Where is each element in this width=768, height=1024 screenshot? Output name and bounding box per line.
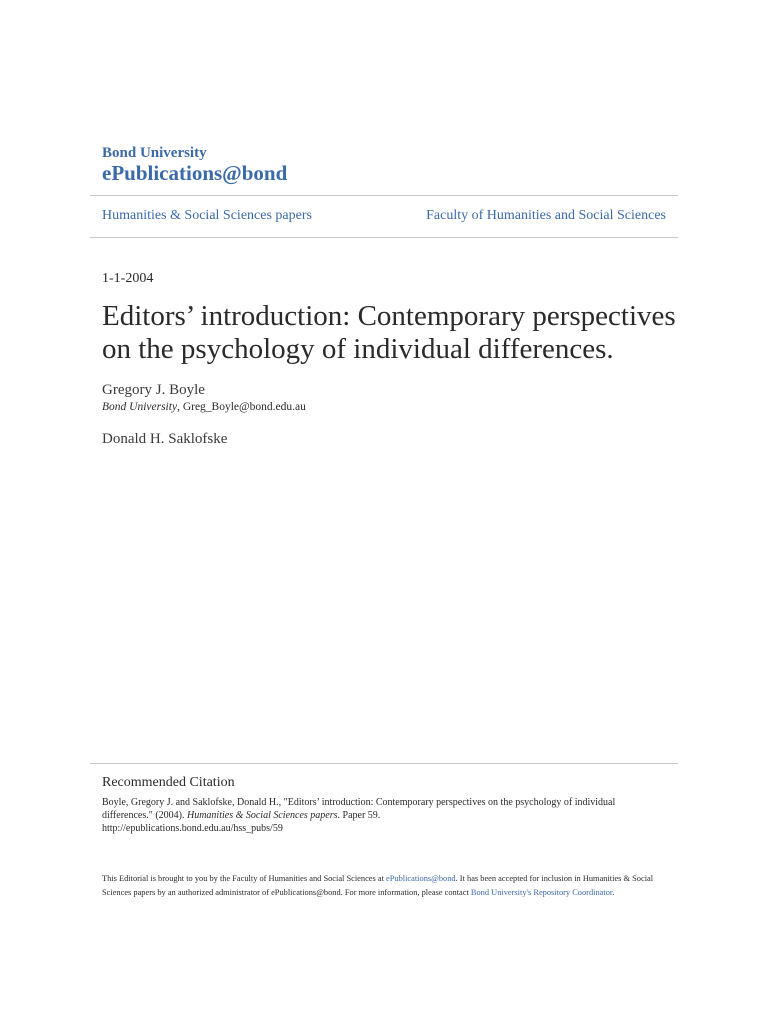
citation-body	[102, 796, 662, 835]
collection-link[interactable]: Humanities & Social Sciences papers	[102, 208, 312, 223]
footer-text: This Editorial is brought to you by the Faculty of Humanities and Social Sciences at	[102, 874, 387, 883]
author-institution: Bond University	[102, 401, 178, 413]
citation-text: Boyle, Gregory J. and Saklofske, Donald H., "Editors’ introduction: Contemporary perspectives on the psychology of individual differences." (2004).	[102, 797, 616, 821]
author-name: Gregory J. Boyle	[102, 382, 205, 398]
footer-text: .	[612, 888, 615, 897]
footer-repo-link[interactable]: ePublications@bond	[386, 874, 456, 883]
publication-date: 1-1-2004	[102, 271, 154, 286]
citation-series: Humanities & Social Sciences papers	[186, 810, 338, 821]
citation-url: http://epublications.bond.edu.au/hss_pubs/59	[102, 823, 283, 834]
university-name: Bond University	[102, 145, 207, 161]
repository-coordinator-link[interactable]: Bond University's Repository Coordinator	[470, 888, 613, 897]
affiliation-separator: ,	[177, 401, 183, 413]
author-affiliation	[102, 400, 306, 414]
article-title: Editors’ introduction: Contemporary perspectives on the psychology of individual differences.	[102, 300, 676, 365]
author-email: Greg_Boyle@bond.edu.au	[182, 401, 306, 413]
divider	[90, 195, 678, 196]
faculty-link[interactable]: Faculty of Humanities and Social Sciences	[426, 208, 666, 223]
citation-paper-number: . Paper 59.	[337, 810, 381, 821]
footer-text: . It has been accepted for inclusion in Humanities & Social Sciences papers by an authorized administrator of ePublications@bond. For more information, please contact	[102, 874, 654, 897]
repository-home-link[interactable]: ePublications@bond	[102, 161, 288, 185]
divider	[90, 237, 678, 238]
citation-heading: Recommended Citation	[102, 775, 235, 790]
author-name: Donald H. Saklofske	[102, 431, 228, 447]
divider	[90, 763, 678, 764]
footer-notice	[102, 872, 672, 900]
